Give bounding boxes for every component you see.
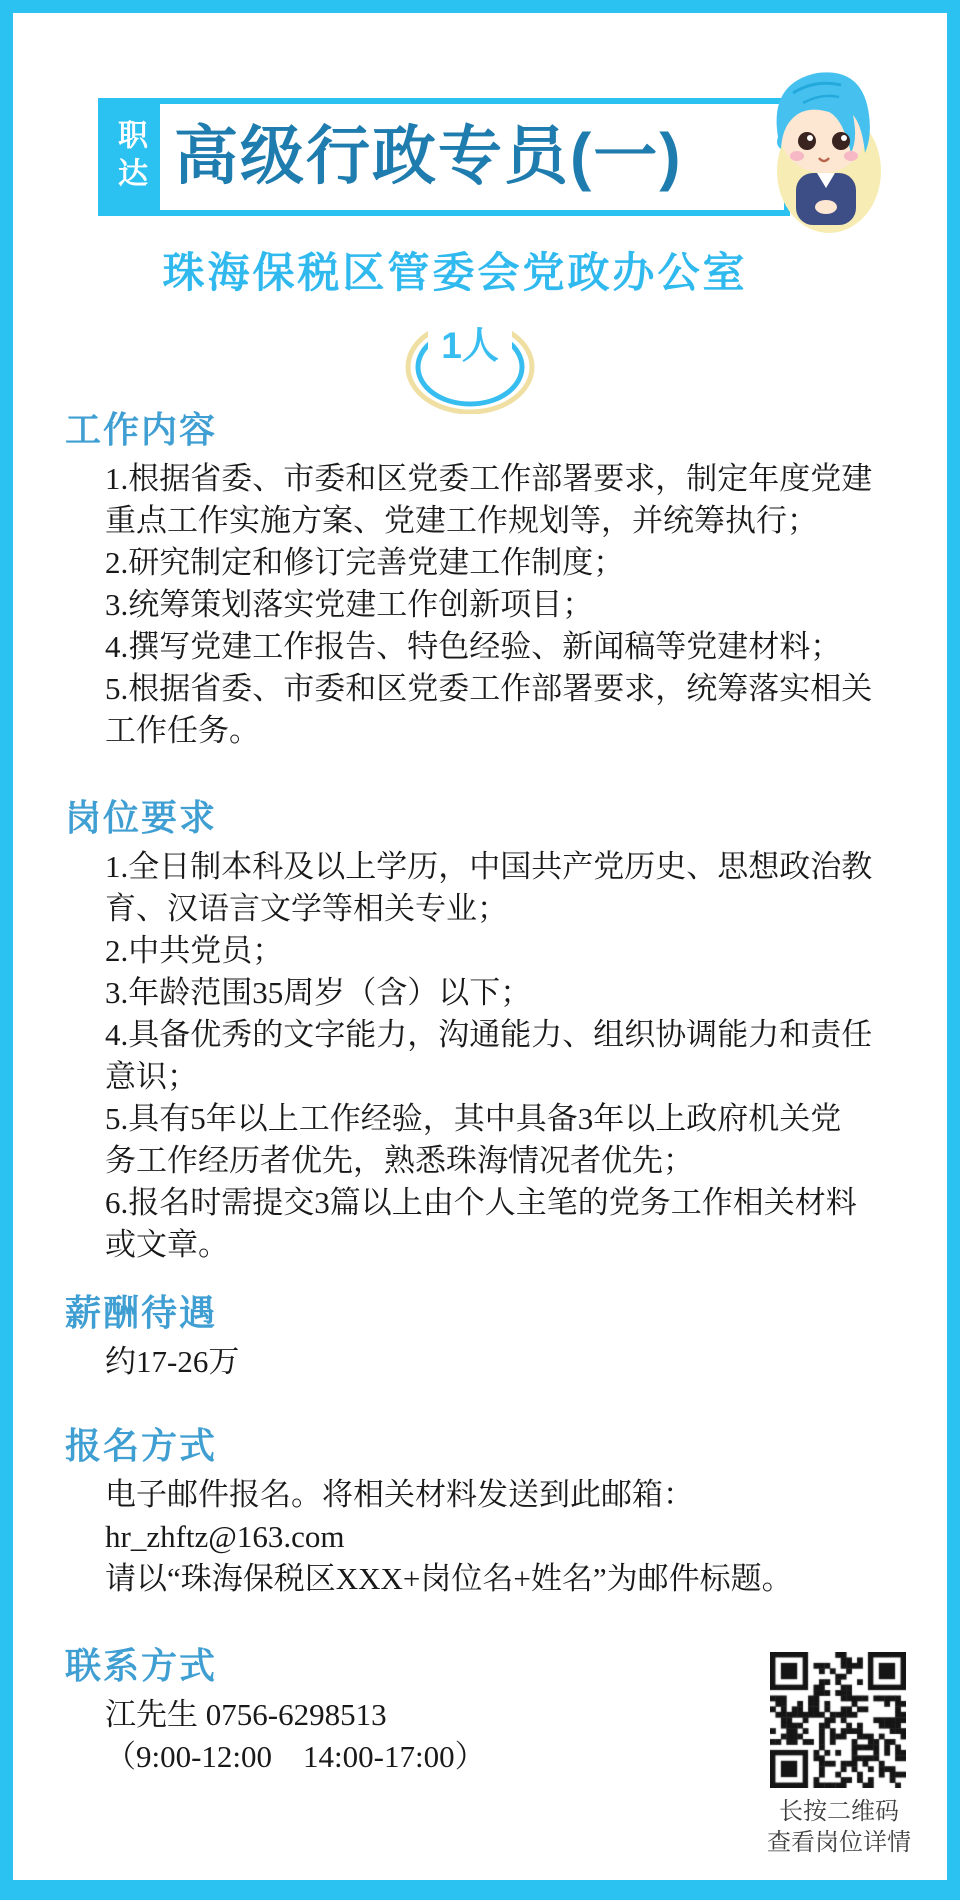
- body-line: 请以“珠海保税区XXX+岗位名+姓名”为邮件标题。: [105, 1561, 793, 1596]
- body-line: 2.研究制定和修订完善党建工作制度；: [105, 545, 625, 580]
- body-line: 1.全日制本科及以上学历，中国共产党历史、思想政治教: [105, 849, 873, 884]
- contact-phone: 江先生 0756-6298513: [105, 1697, 387, 1732]
- headcount-badge: [400, 312, 540, 414]
- body-line: 4.撰写党建工作报告、特色经验、新闻稿等党建材料；: [105, 629, 842, 664]
- body-line: 1.根据省委、市委和区党委工作部署要求，制定年度党建: [105, 461, 873, 496]
- body-line: 6.报名时需提交3篇以上由个人主笔的党务工作相关材料: [105, 1185, 857, 1220]
- mascot-avatar-icon: [763, 55, 888, 240]
- body-line: 5.具有5年以上工作经验，其中具备3年以上政府机关党: [105, 1101, 842, 1136]
- salary-value: 约17-26万: [105, 1344, 240, 1379]
- qr-caption-line2: 查看岗位详情: [767, 1829, 911, 1856]
- qr-caption: [744, 1796, 934, 1858]
- qr-caption-line1: 长按二维码: [779, 1798, 899, 1825]
- body-line: 4.具备优秀的文字能力，沟通能力、组织协调能力和责任: [105, 1017, 873, 1052]
- section-body-salary: [105, 1341, 239, 1383]
- headcount-label: 1人: [441, 325, 499, 366]
- body-line: 重点工作实施方案、党建工作规划等，并统筹执行；: [105, 503, 818, 538]
- body-line: 工作任务。: [105, 713, 260, 748]
- body-line: 3.年龄范围35周岁（含）以下；: [105, 975, 532, 1010]
- body-line: 5.根据省委、市委和区党委工作部署要求，统筹落实相关: [105, 671, 873, 706]
- section-heading-requirements: 岗位要求: [65, 797, 218, 838]
- qr-code[interactable]: [770, 1652, 906, 1788]
- apply-email: hr_zhftz@163.com: [105, 1519, 345, 1554]
- brand-badge: 职达: [113, 119, 146, 195]
- employer-subtitle: 珠海保税区管委会党政办公室: [162, 249, 748, 296]
- section-heading-salary: 薪酬待遇: [65, 1292, 218, 1333]
- section-body-contact: [105, 1694, 486, 1778]
- section-body-apply-method: [105, 1474, 793, 1600]
- body-line: 意识；: [105, 1059, 198, 1094]
- frame-border-top: [0, 0, 960, 13]
- section-body-requirements: [105, 846, 872, 1266]
- frame-border-right: [947, 0, 960, 1900]
- body-line: 或文章。: [105, 1227, 229, 1262]
- body-line: 务工作经历者优先，熟悉珠海情况者优先；: [105, 1143, 694, 1178]
- body-line: 3.统筹策划落实党建工作创新项目；: [105, 587, 594, 622]
- frame-border-bottom: [0, 1880, 960, 1900]
- contact-hours: （9:00-12:00 14:00-17:00）: [105, 1739, 486, 1774]
- section-body-job-duties: [105, 458, 872, 752]
- body-line: 电子邮件报名。将相关材料发送到此邮箱：: [105, 1477, 694, 1512]
- body-line: 育、汉语言文学等相关专业；: [105, 891, 508, 926]
- section-heading-job-duties: 工作内容: [65, 409, 218, 450]
- section-heading-contact: 联系方式: [65, 1645, 218, 1686]
- body-line: 2.中共党员；: [105, 933, 284, 968]
- section-heading-apply-method: 报名方式: [65, 1425, 218, 1466]
- page-title: 高级行政专员(一): [174, 120, 683, 192]
